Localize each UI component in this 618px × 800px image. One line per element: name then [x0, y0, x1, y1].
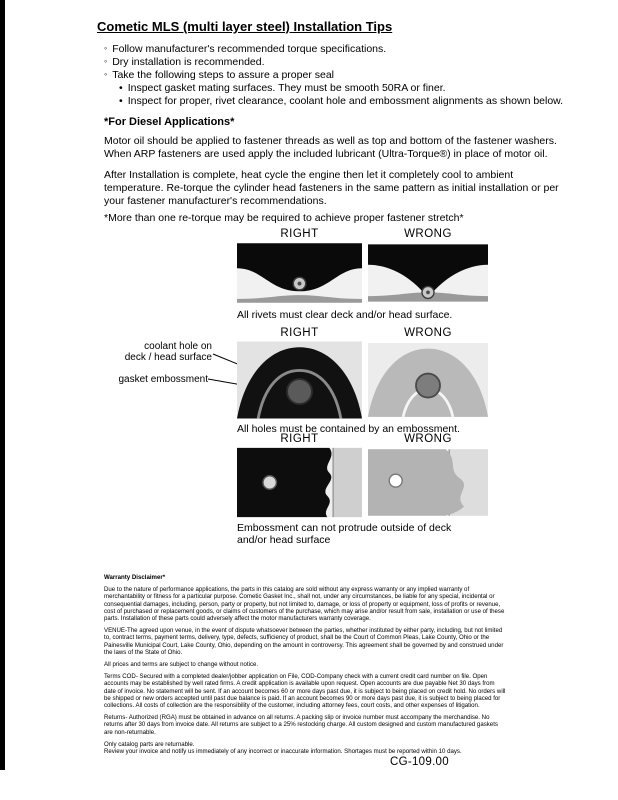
- figure1-wrong-label: WRONG: [404, 228, 452, 240]
- figure2-wrong-label: WRONG: [404, 327, 452, 339]
- footer-document-code: CG-109.00: [390, 756, 449, 768]
- page-title: Cometic MLS (multi layer steel) Installation Tips: [97, 19, 393, 34]
- diesel-paragraph: Motor oil should be applied to fastener threads as well as top and bottom of the fastener washers. When ARP fasteners are used apply the included lubricant (Ultra-Torque®) in place of motor oil.: [104, 135, 557, 160]
- figure3-wrong-label: WRONG: [404, 433, 452, 445]
- rivet-clearance-wrong-illustration: [368, 242, 488, 304]
- tip-item: ◦ Take the following steps to assure a proper seal: [104, 69, 334, 82]
- figure2-right-label: RIGHT: [280, 327, 319, 339]
- disclaimer-paragraph: All prices and terms are subject to change without notice.: [104, 661, 259, 669]
- disclaimer-paragraph: Only catalog parts are returnable.: [104, 740, 195, 748]
- tip-sub-item: • Inspect gasket mating surfaces. They must be smooth 50RA or finer.: [119, 82, 446, 95]
- figure3-right-label: RIGHT: [280, 433, 319, 445]
- hole-embossment-wrong-illustration: [368, 340, 488, 420]
- embossment-edge-wrong-illustration: [368, 446, 488, 519]
- diesel-paragraph: After Installation is complete, heat cycle the engine then let it completely cool to ambient temperature. Re-torque the cylinder head fasteners in the same pattern as initial installation or per your fastener manufacturer's recommendations.: [104, 169, 559, 207]
- tip-item: ◦ Follow manufacturer's recommended torque specifications.: [104, 43, 386, 56]
- figure3-caption: Embossment can not protrude outside of deck and/or head surface: [237, 522, 452, 546]
- disclaimer-paragraph: Returns- Authorized (RGA) must be obtained in advance on all returns. A packing slip or invoice number must accompany the merchandise. No returns after 30 days from invoice date. All returns are subject to a 25% restocking charge. All custom designed and custom manufactured gaskets are non-returnable.: [104, 714, 498, 736]
- figure1-caption: All rivets must clear deck and/or head surface.: [237, 309, 453, 321]
- figure1-right-label: RIGHT: [280, 228, 319, 240]
- disclaimer-paragraph: Terms COD- Secured with a completed dealer/jobber application on File, COD-Company check with a current credit card number on file. Open accounts may be established by well rated firms. A credit application is available upon request. Open accounts are due payable Net 30 days from date of invoice. No statement will be sent. If an account becomes 60 or more days past due, it is subject to being placed on credit hold. No orders will be shipped or new orders accepted until past due balance is paid. If an account becomes 90 or more days past due, it is subject to being placed for collections. All costs of collection are the responsibility of the customer, including attorney fees, court costs, and other expenses of litigation.: [104, 673, 506, 710]
- retorque-note: *More than one re-torque may be required to achieve proper fastener stretch*: [104, 212, 464, 224]
- disclaimer-paragraph: VENUE-The agreed upon venue, in the event of dispute whatsoever between the parties, whether instituted by either party, including, but not limited to, contract terms, payment terms, delivery, type, defects, sufficiency of product, shall be the Court of Common Pleas, Lake County, Ohio or the Painesville Municipal Court, Lake County, Ohio, depending on the amount in controversy. This agreement shall be governed by and construed under the laws of the State of Ohio.: [104, 627, 504, 656]
- figure2-caption: All holes must be contained by an embossment.: [237, 423, 460, 435]
- rivet-clearance-right-illustration: [237, 242, 362, 304]
- coolant-hole-callout-line2: deck / head surface: [124, 352, 212, 363]
- gasket-embossment-callout: gasket embossment: [118, 374, 208, 385]
- diesel-heading: *For Diesel Applications*: [104, 116, 235, 128]
- warranty-disclaimer: [104, 574, 506, 755]
- coolant-hole-callout-line1: coolant hole on: [144, 341, 212, 352]
- tip-sub-item: • Inspect for proper, rivet clearance, coolant hole and embossment alignments as shown below.: [119, 95, 563, 108]
- tip-item: ◦ Dry installation is recommended.: [104, 56, 265, 69]
- disclaimer-paragraph: Review your invoice and notify us immediately of any incorrect or inaccurate information. Shortages must be reported within 10 days.: [104, 748, 462, 756]
- page-edge-bar: [0, 0, 5, 770]
- embossment-edge-right-illustration: [237, 446, 362, 519]
- disclaimer-paragraph: Due to the nature of performance applications, the parts in this catalog are sold without any express warranty or any implied warranty of merchantability or fitness for a particular purpose. Cometic Gasket Inc., shall not, under any circumstances, be liable for any special, incidental or consequential damages, including, person, party or property, but not limited to, damage, or loss of property or equipment, loss of profits or revenue, cost of purchased or replacement goods, or claims of customers of the purchase, which may arise and/or result from sale, installation or use of these parts. Installation of these parts could adversely affect the motor manufacturers warranty coverage.: [104, 586, 505, 623]
- warranty-disclaimer-heading: Warranty Disclaimer*: [104, 574, 166, 581]
- coolant-hole-callout: [118, 341, 212, 363]
- hole-embossment-right-illustration: [237, 340, 362, 420]
